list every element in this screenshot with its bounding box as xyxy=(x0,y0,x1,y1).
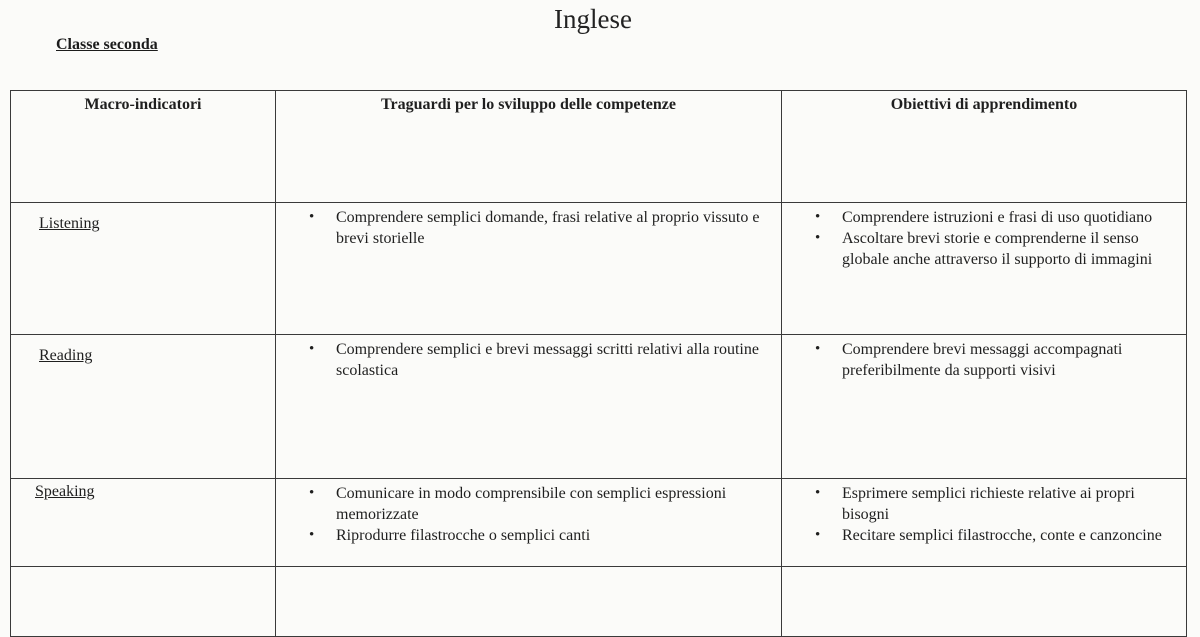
list-item xyxy=(782,483,1186,525)
bullet-icon: • xyxy=(815,230,821,246)
list-item xyxy=(782,525,1186,546)
obiettivi-cell xyxy=(782,335,1187,479)
empty-cell xyxy=(11,567,276,637)
table-row xyxy=(11,335,1187,479)
obiettivi-list xyxy=(782,339,1186,381)
obiettivi-cell xyxy=(782,479,1187,567)
list-item-text: Recitare semplici filastrocche, conte e canzoncine xyxy=(842,527,1162,544)
bullet-icon: • xyxy=(309,209,315,225)
table-row-empty xyxy=(11,567,1187,637)
list-item xyxy=(276,483,781,525)
header-obiettivi: Obiettivi di apprendimento xyxy=(782,91,1187,203)
bullet-icon: • xyxy=(815,485,821,501)
header-macro-indicatori: Macro-indicatori xyxy=(11,91,276,203)
list-item xyxy=(782,228,1186,270)
list-item-text: Comunicare in modo comprensibile con semplici espressioni memorizzate xyxy=(336,485,727,523)
table-row xyxy=(11,479,1187,567)
list-item xyxy=(782,207,1186,228)
indicator-cell xyxy=(11,203,276,335)
traguardi-list xyxy=(276,207,781,249)
bullet-icon: • xyxy=(815,341,821,357)
indicator-cell xyxy=(11,335,276,479)
class-subtitle: Classe seconda xyxy=(56,36,158,53)
obiettivi-list xyxy=(782,207,1186,270)
bullet-icon: • xyxy=(309,527,315,543)
table-header-row xyxy=(11,91,1187,203)
obiettivi-list xyxy=(782,483,1186,546)
list-item xyxy=(276,339,781,381)
empty-cell xyxy=(782,567,1187,637)
list-item xyxy=(782,339,1186,381)
indicator-reading: Reading xyxy=(39,347,93,364)
list-item-text: Esprimere semplici richieste relative ai propri bisogni xyxy=(842,485,1135,523)
curriculum-table xyxy=(10,90,1187,637)
traguardi-cell xyxy=(276,335,782,479)
empty-cell xyxy=(276,567,782,637)
bullet-icon: • xyxy=(309,485,315,501)
list-item-text: Riprodurre filastrocche o semplici canti xyxy=(336,527,591,544)
indicator-speaking: Speaking xyxy=(35,483,95,500)
list-item xyxy=(276,525,781,546)
bullet-icon: • xyxy=(815,527,821,543)
bullet-icon: • xyxy=(815,209,821,225)
list-item-text: Comprendere brevi messaggi accompagnati preferibilmente da supporti visivi xyxy=(842,341,1123,379)
traguardi-cell xyxy=(276,203,782,335)
list-item-text: Comprendere semplici domande, frasi relative al proprio vissuto e brevi storielle xyxy=(336,209,760,247)
list-item-text: Ascoltare brevi storie e comprenderne il senso globale anche attraverso il supporto di immagini xyxy=(842,230,1153,268)
traguardi-list xyxy=(276,339,781,381)
obiettivi-cell xyxy=(782,203,1187,335)
page-title: Inglese xyxy=(554,4,632,34)
list-item xyxy=(276,207,781,249)
indicator-listening: Listening xyxy=(39,215,100,232)
list-item-text: Comprendere istruzioni e frasi di uso quotidiano xyxy=(842,209,1153,226)
list-item-text: Comprendere semplici e brevi messaggi scritti relativi alla routine scolastica xyxy=(336,341,759,379)
header-traguardi: Traguardi per lo sviluppo delle competenze xyxy=(276,91,782,203)
bullet-icon: • xyxy=(309,341,315,357)
traguardi-list xyxy=(276,483,781,546)
indicator-cell xyxy=(11,479,276,567)
traguardi-cell xyxy=(276,479,782,567)
table-row xyxy=(11,203,1187,335)
